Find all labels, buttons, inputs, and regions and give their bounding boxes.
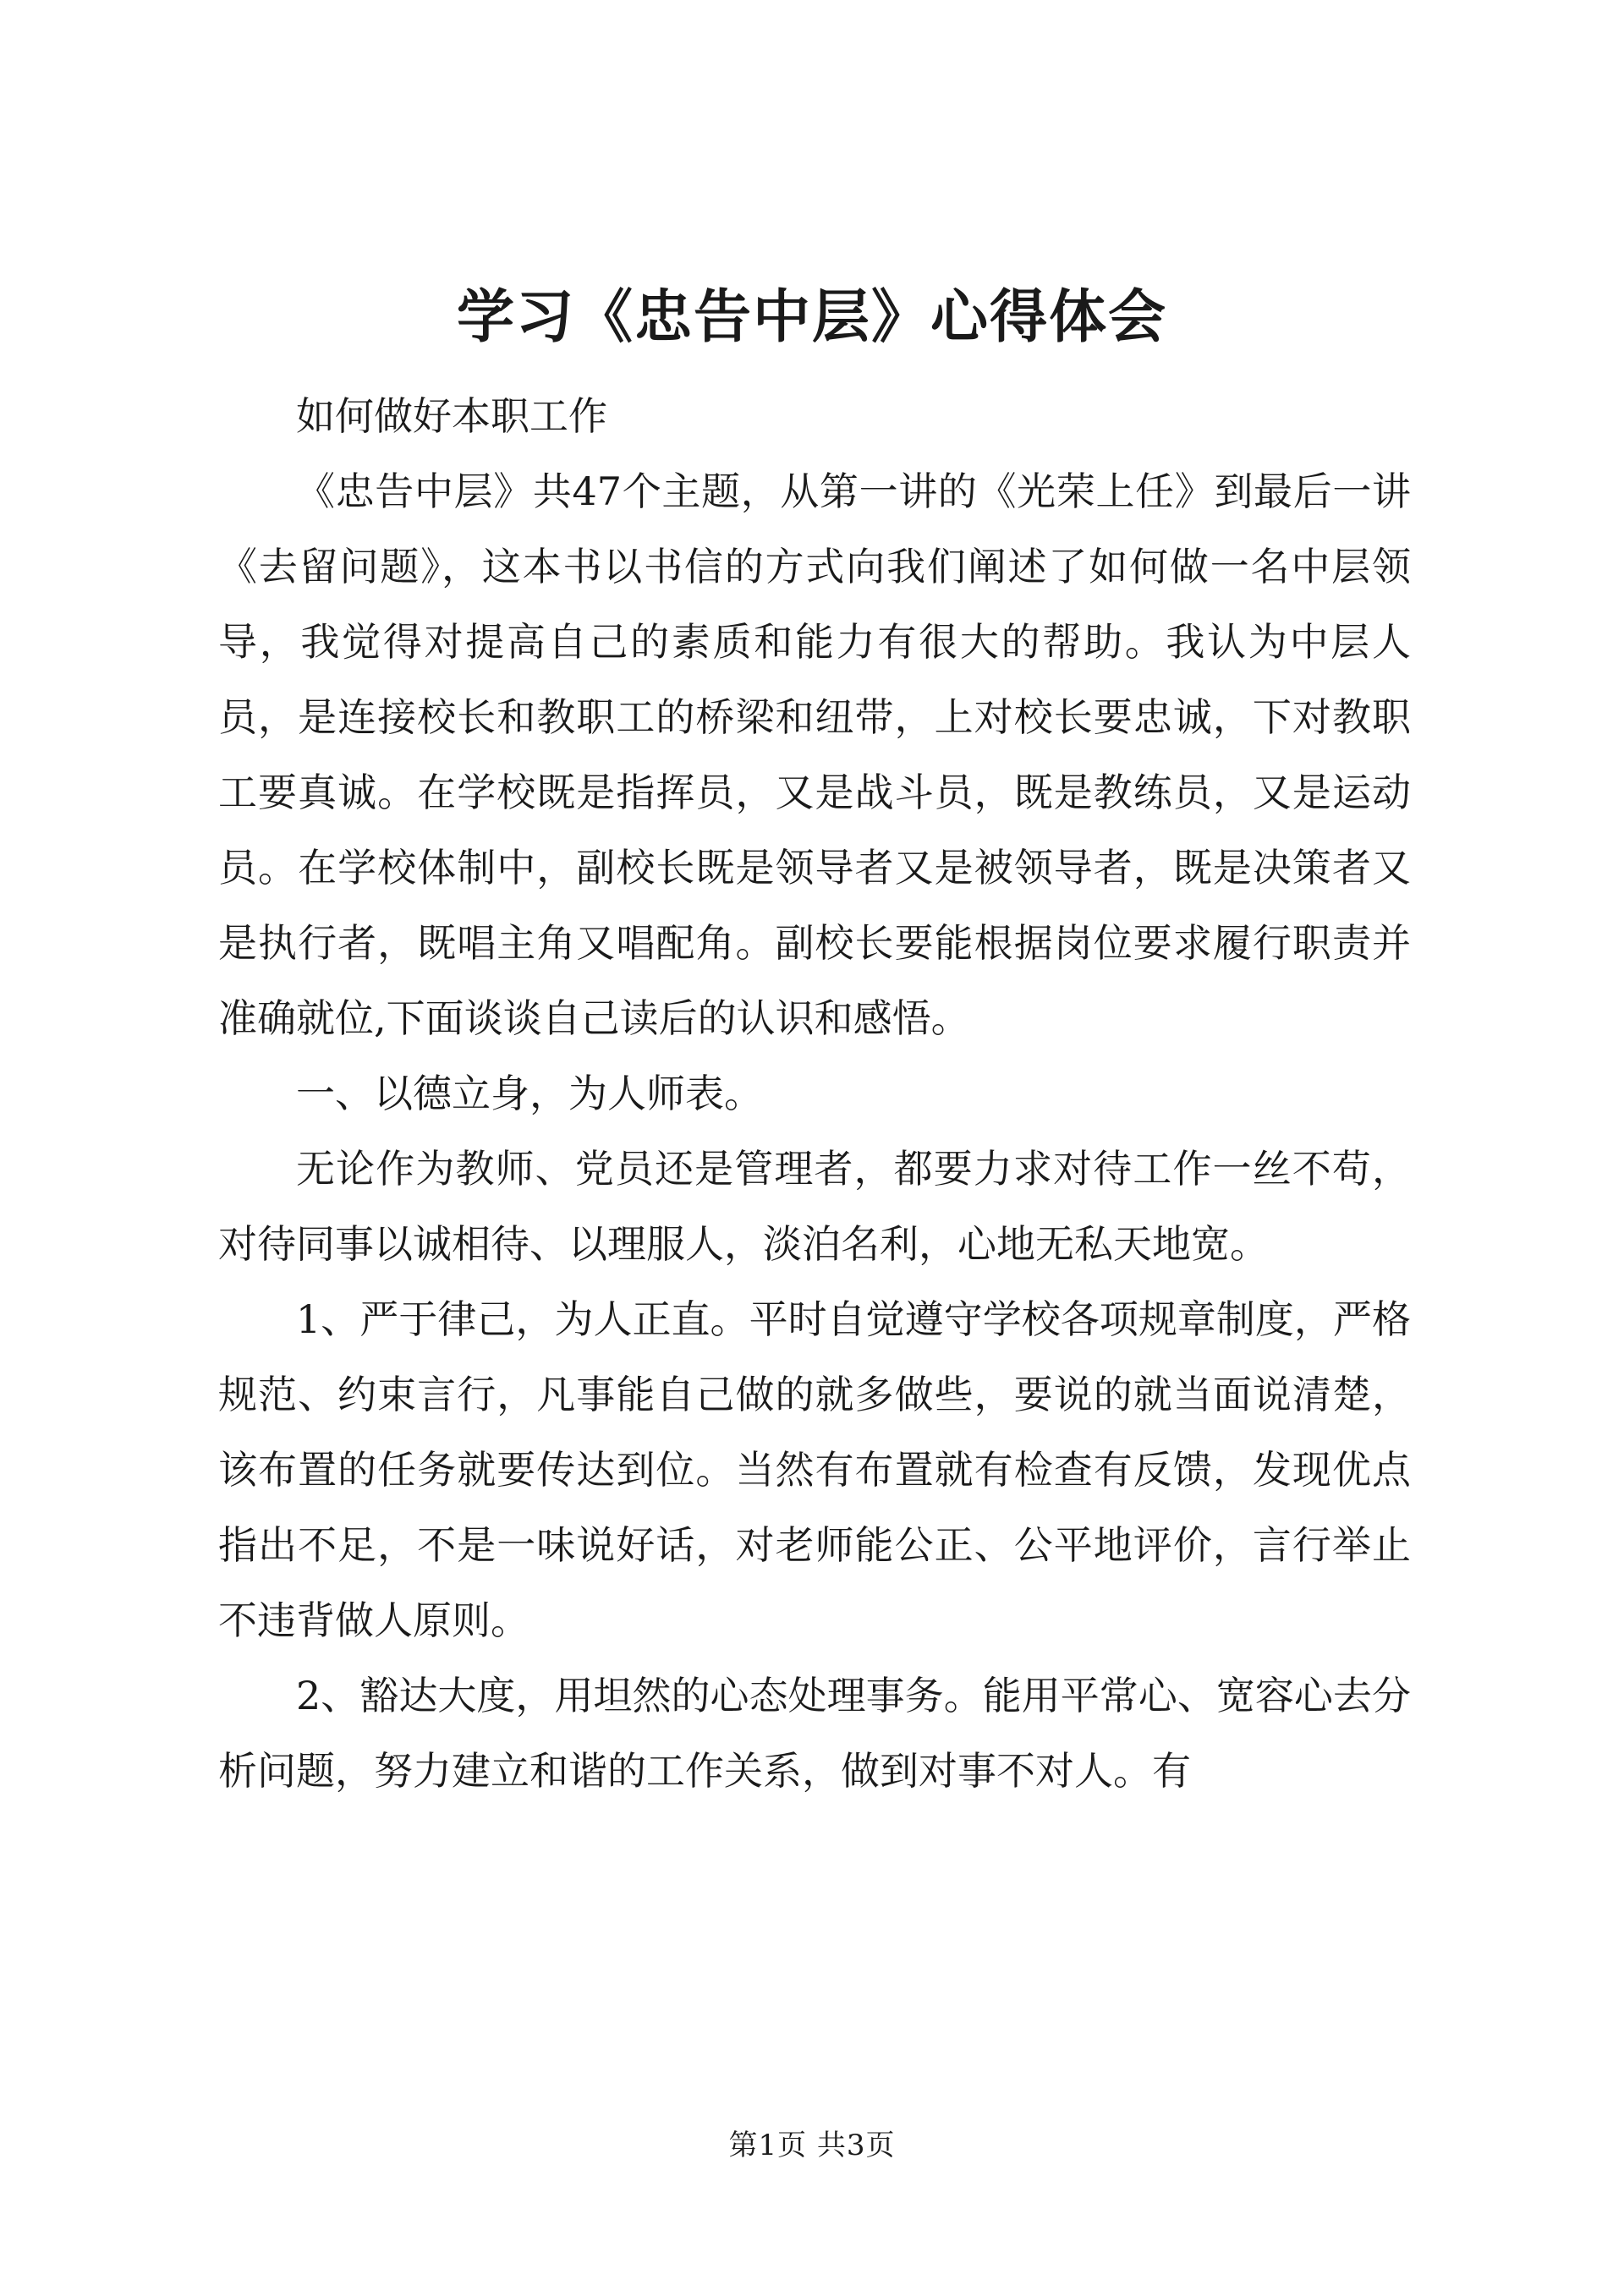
body-paragraph: 无论作为教师、党员还是管理者，都要力求对待工作一丝不苟，对待同事以诚相待、以理服人，淡泊名利，心地无私天地宽。	[218, 1146, 1411, 1267]
body-paragraph: 《忠告中层》共47个主题，从第一讲的《光荣上任》到最后一讲《去留问题》，这本书以书信的方式向我们阐述了如何做一名中层领导，我觉得对提高自己的素质和能力有很大的帮助。我认为中层人员，是连接校长和教职工的桥梁和纽带，上对校长要忠诚，下对教职工要真诚。在学校既是指挥员，又是战斗员，既是教练员，又是运动员。在学校体制中，副校长既是领导者又是被领导者，既是决策者又是执行者，既唱主角又唱配角。副校长要能根据岗位要求履行职责并准确就位,下面谈谈自己读后的认识和感悟。	[218, 469, 1411, 1041]
subtitle-paragraph: 如何做好本职工作	[296, 393, 607, 439]
body-paragraph: 1、严于律己，为人正直。平时自觉遵守学校各项规章制度，严格规范、约束言行，凡事能自己做的就多做些，要说的就当面说清楚，该布置的任务就要传达到位。当然有布置就有检查有反馈，发现优点指出不足，不是一味说好话，对老师能公正、公平地评价，言行举止不违背做人原则。	[218, 1296, 1411, 1643]
document-title: 学习《忠告中层》心得体会	[456, 283, 1167, 351]
document-body	[218, 379, 1411, 1809]
page-number-footer: 第1页 共3页	[728, 2129, 896, 2162]
body-paragraph: 2、豁达大度，用坦然的心态处理事务。能用平常心、宽容心去分析问题，努力建立和谐的工作关系，做到对事不对人。有	[218, 1673, 1411, 1794]
section-heading: 一、以德立身，为人师表。	[296, 1071, 763, 1116]
